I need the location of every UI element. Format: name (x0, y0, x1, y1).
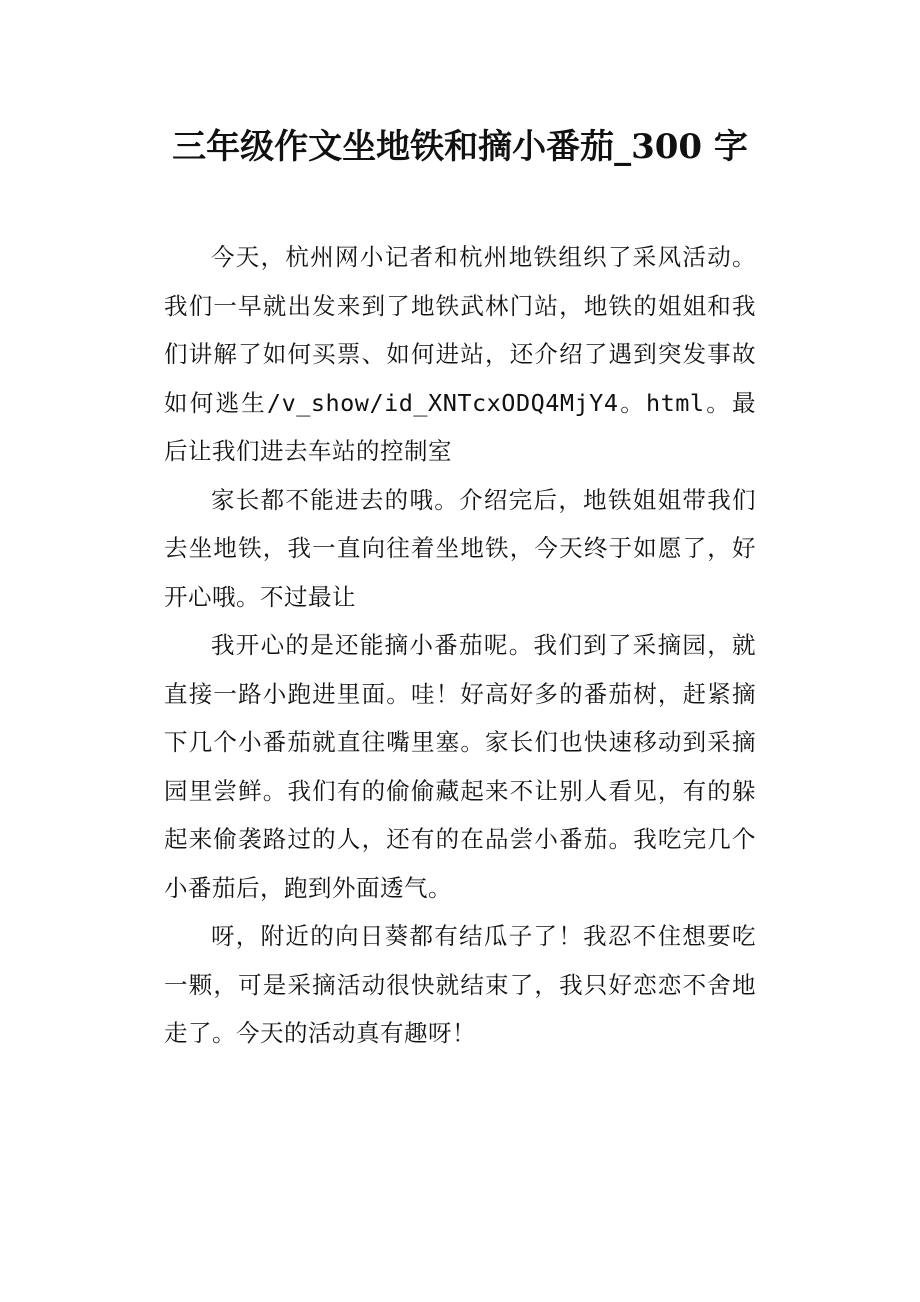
paragraph-4: 呀，附近的向日葵都有结瓜子了！我忍不住想要吃一颗，可是采摘活动很快就结束了，我只好恋恋不舍地走了。今天的活动真有趣呀！ (164, 922, 756, 1047)
paragraph-3: 我开心的是还能摘小番茄呢。我们到了采摘园，就直接一路小跑进里面。哇！好高好多的番茄树，赶紧摘下几个小番茄就直往嘴里塞。家长们也快速移动到采摘园里尝鲜。我们有的偷偷藏起来不让别人看见，有的躲起来偷袭路过的人，还有的在品尝小番茄。我吃完几个小番茄后，跑到外面透气。 (164, 631, 756, 902)
document-title: 三年级作文坐地铁和摘小番茄_300 字 (172, 127, 748, 167)
document-body (164, 233, 756, 1058)
paragraph-2: 家长都不能进去的哦。介绍完后，地铁姐姐带我们去坐地铁，我一直向往着坐地铁，今天终于如愿了，好开心哦。不过最让 (164, 485, 756, 611)
paragraph-1: 今天，杭州网小记者和杭州地铁组织了采风活动。我们一早就出发来到了地铁武林门站，地铁的姐姐和我们讲解了如何买票、如何进站，还介绍了遇到突发事故如何逃生/v_show/id_XNTcxODQ4MjY4。html。最后让我们进去车站的控制室 (164, 243, 756, 465)
